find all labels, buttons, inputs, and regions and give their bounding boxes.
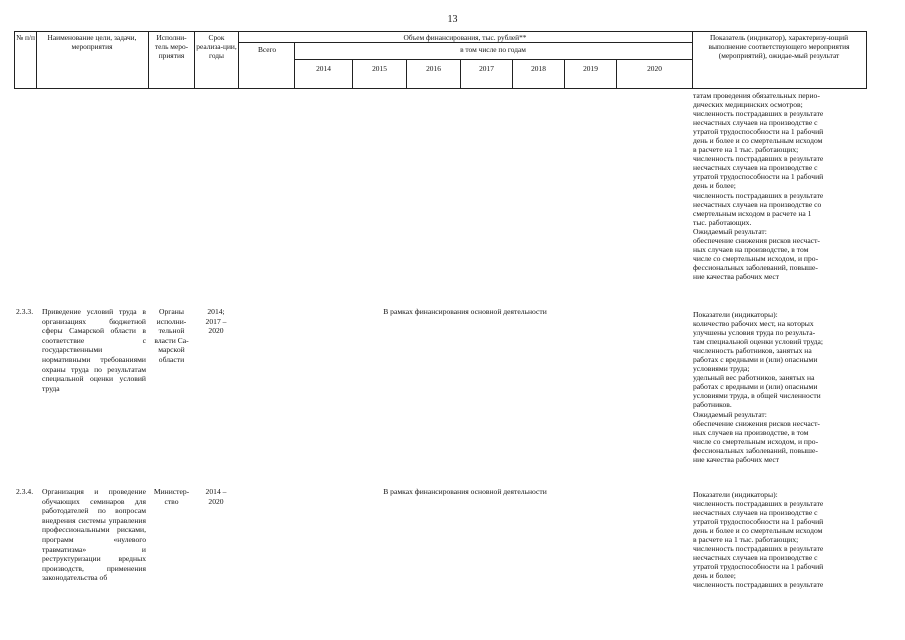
header-by-years: в том числе по годам [460,45,526,54]
row-indicator: Показатели (индикаторы): количество рабочих мест, на которых улучшены условия труда по результа- там специальной оценки условий труда; численность работников, занятых на работах с вредными и (или) опасными условиями труда; удельный вес работников, занятых на работах с вредными и (или) опасными условиями труда, в общей численности работников. Ожидаемый результат: обеспечение снижения рисков несчаст- ных случаев на производстве, в том числе со смертельным исходом, и про- фессиональных заболеваний, повыше- ние качества рабочих мест [693,310,824,464]
row-financing: В рамках финансирования основной деятельности [383,307,547,316]
header-volume: Объем финансирования, тыс. рублей** [403,33,527,42]
header-year-2019: 2019 [583,64,598,73]
row-executor: Министер-ство [153,487,190,506]
row-financing: В рамках финансирования основной деятельности [383,487,547,496]
header-year-2018: 2018 [531,64,546,73]
header-year-2014: 2014 [316,64,331,73]
header-year-2016: 2016 [426,64,441,73]
row-name: Приведение условий труда в организациях бюджетной сферы Самарской области в соответствие с государственными нормативными требованиями охраны труда по результатам специальной оценки условий труда [42,307,146,393]
row-name: Организация и проведение обучающих семинаров для работодателей по вопросам внедрения системы управления профессиональными рисками, программ «нулевого травматизма» и реструктуризации вредных производств, применения законодательства об [42,487,146,583]
row-number: 2.3.4. [16,487,34,496]
row-executor: Органы исполни-тельной власти Са-марской области [154,307,189,364]
header-total: Всего [257,45,277,54]
continued-indicator-text: татам проведения обязательных перио- дических медицинских осмотров; численность пострадавших в результате несчастных случаев на производстве с утратой трудоспособности на 1 рабочий день и более и со смертельным исходом в расчете на 1 тыс. работающих; численность пострадавших в результате несчастных случаев на производстве с утратой трудоспособности на 1 рабочий день и более; численность пострадавших в результате несчастных случаев на производстве со смертельным исходом в расчете на 1 тыс. работающих. Ожидаемый результат: обеспечение снижения рисков несчаст- ных случаев на производстве, в том числе со смертельным исходом, и про- фессиональных заболеваний, повыше- ние качества рабочих мест [693,91,824,281]
header-year-2017: 2017 [479,64,494,73]
page-number: 13 [447,14,458,25]
row-term: 2014 – 2020 [205,487,227,506]
header-executor: Исполни-тель меро-приятия [154,33,189,60]
header-year-2020: 2020 [647,64,662,73]
row-term: 2014; 2017 – 2020 [205,307,227,336]
row-indicator: Показатели (индикаторы): численность пострадавших в результате несчастных случаев на производстве с утратой трудоспособности на 1 рабочий день и более и со смертельным исходом в расчете на 1 тыс. работающих; численность пострадавших в результате несчастных случаев на производстве с утратой трудоспособности на 1 рабочий день и более; численность пострадавших в результате [693,490,824,590]
header-name: Наименование цели, задачи, мероприятия [47,33,137,51]
header-term: Срок реализа-ции, годы [196,33,237,60]
header-year-2015: 2015 [372,64,387,73]
header-indicator: Показатель (индикатор), характеризу-ющий выполнение соответствующего мероприятия (мероприятий), ожидае-мый результат [708,33,850,60]
row-number: 2.3.3. [16,307,34,316]
header-num: № п/п [16,33,35,42]
